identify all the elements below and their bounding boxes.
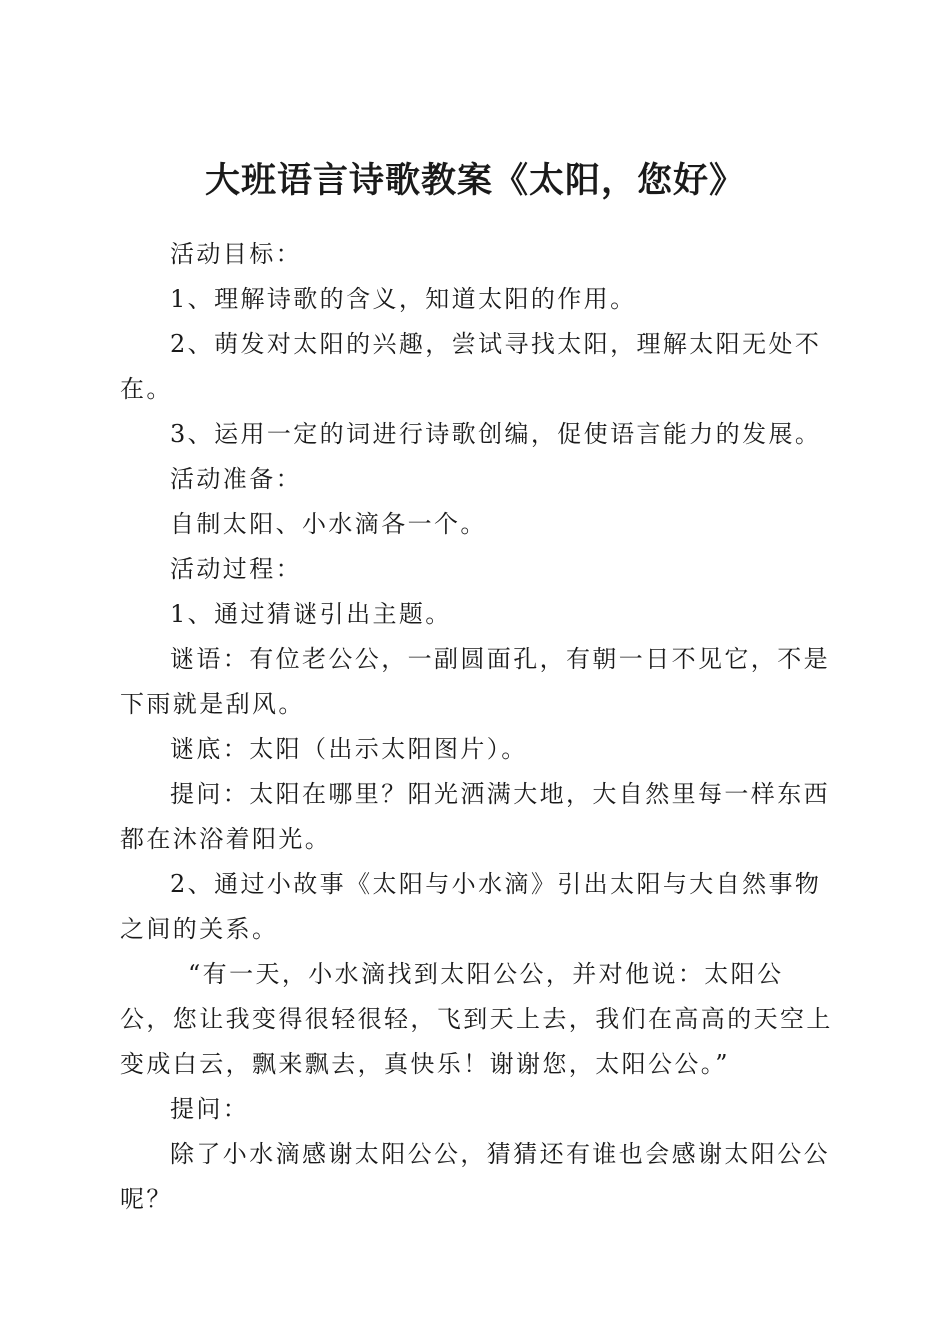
document-title: 大班语言诗歌教案《太阳，您好》 — [204, 160, 745, 202]
story-quote: “有一天，小水滴找到太阳公公，并对他说：太阳公公，您让我变得很轻很轻，飞到天上去，我们在高高的天空上变成白云，飘来飘去，真快乐！谢谢您，太阳公公。” — [120, 960, 833, 1078]
section-heading-process: 活动过程： — [170, 555, 302, 583]
goal-item-3: 3、运用一定的词进行诗歌创编，促使语言能力的发展。 — [170, 420, 822, 448]
question-label: 提问： — [170, 1095, 250, 1123]
question-text-1: 提问：太阳在哪里？阳光洒满大地，大自然里每一样东西都在沐浴着阳光。 — [120, 780, 830, 853]
section-heading-preparation: 活动准备： — [170, 465, 302, 493]
riddle-text: 谜语：有位老公公，一副圆面孔，有朝一日不见它，不是下雨就是刮风。 — [120, 645, 830, 718]
question-text-2: 除了小水滴感谢太阳公公，猜猜还有谁也会感谢太阳公公呢？ — [120, 1140, 830, 1213]
riddle-answer: 谜底：太阳（出示太阳图片）。 — [170, 735, 528, 763]
preparation-text: 自制太阳、小水滴各一个。 — [170, 510, 487, 538]
goal-item-2: 2、萌发对太阳的兴趣，尝试寻找太阳，理解太阳无处不在。 — [120, 330, 822, 403]
process-step-1: 1、通过猜谜引出主题。 — [170, 600, 452, 628]
goal-item-1: 1、理解诗歌的含义，知道太阳的作用。 — [170, 285, 637, 313]
document-body — [120, 232, 835, 1222]
process-step-2: 2、通过小故事《太阳与小水滴》引出太阳与大自然事物之间的关系。 — [120, 870, 822, 943]
section-heading-goals: 活动目标： — [170, 240, 302, 268]
